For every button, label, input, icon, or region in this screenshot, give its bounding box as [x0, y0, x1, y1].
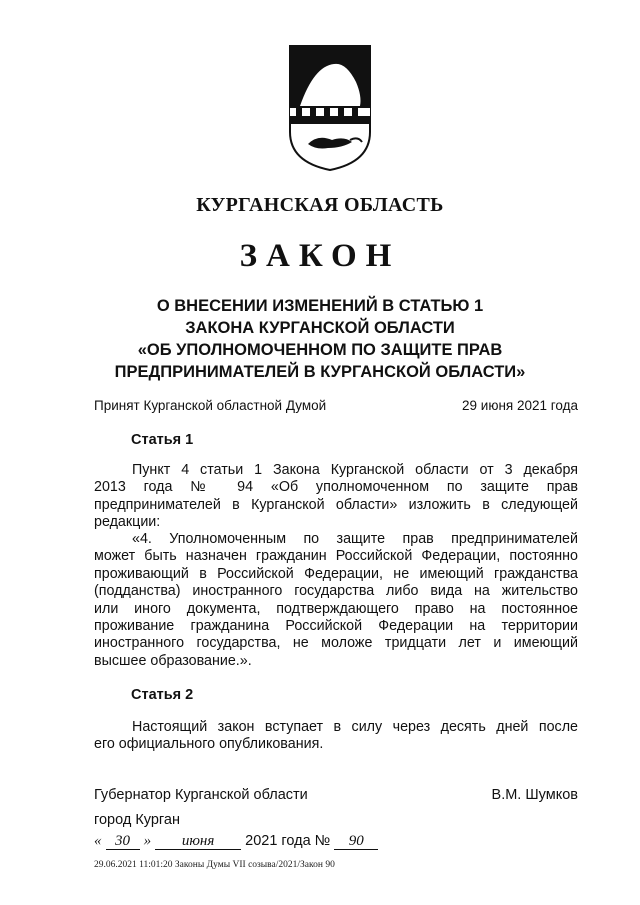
text-line: или иного документа, подтверждающего право на постоянное	[94, 600, 578, 617]
signature-line	[94, 787, 578, 803]
city: город Курган	[94, 812, 180, 828]
region-heading: КУРГАНСКАЯ ОБЛАСТЬ	[196, 194, 444, 216]
text-line: «4. Уполномоченным по защите прав предпринимателей	[132, 531, 578, 547]
text-line: иностранного государства, не моложе тридцати лет и имеющий	[94, 635, 578, 652]
document-type-heading: ЗАКОН	[239, 238, 401, 274]
article-1-paragraph-1	[94, 462, 578, 532]
signing-date-line	[94, 833, 378, 850]
text-line: его официального опубликования.	[94, 736, 324, 753]
coat-of-arms-emblem	[288, 44, 372, 172]
accepted-line	[94, 398, 578, 413]
signatory-name: В.М. Шумков	[491, 787, 578, 803]
signatory-position: Губернатор Курганской области	[94, 787, 308, 803]
article-1-heading: Статья 1	[131, 432, 194, 448]
title-line: ПРЕДПРИНИМАТЕЛЕЙ В КУРГАНСКОЙ ОБЛАСТИ»	[114, 363, 526, 381]
text-line: Пункт 4 статьи 1 Закона Курганской области от 3 декабря	[132, 462, 578, 478]
article-2-paragraph	[94, 719, 578, 754]
law-title	[60, 295, 580, 383]
article-2-heading: Статья 2	[131, 687, 194, 703]
handwritten-month: июня	[155, 833, 241, 850]
close-quote: »	[143, 833, 152, 849]
title-line: О ВНЕСЕНИИ ИЗМЕНЕНИЙ В СТАТЬЮ 1	[156, 297, 484, 315]
article-1-paragraph-2	[94, 531, 578, 670]
text-line: предпринимателей в Курганской области» изложить в следующей	[94, 496, 578, 513]
open-quote: «	[94, 833, 102, 849]
accepted-by: Принят Курганской областной Думой	[94, 398, 327, 413]
title-line: ЗАКОНА КУРГАНСКОЙ ОБЛАСТИ	[185, 319, 455, 337]
handwritten-number: 90	[334, 833, 378, 850]
text-line: может быть назначен гражданин Российской Федерации, постоянно	[94, 548, 578, 565]
text-line: редакции:	[94, 514, 161, 531]
text-line: Настоящий закон вступает в силу через десять дней после	[132, 719, 578, 735]
text-line: высшее образование.».	[94, 652, 252, 669]
text-line: (подданства) иностранного государства либо вида на жительство	[94, 583, 578, 600]
handwritten-day: 30	[106, 833, 140, 850]
text-line: проживание гражданина Российской Федерации на территории	[94, 618, 578, 635]
file-path-footer: 29.06.2021 11:01:20 Законы Думы VII созыва/2021/Закон 90	[94, 860, 335, 870]
accepted-date: 29 июня 2021 года	[462, 398, 578, 413]
title-line: «ОБ УПОЛНОМОЧЕННОМ ПО ЗАЩИТЕ ПРАВ	[137, 341, 503, 359]
text-line: проживающий в Российской Федерации, не имеющий гражданства	[94, 565, 578, 582]
text-line: 2013 года № 94 «Об уполномоченном по защите прав	[94, 479, 578, 496]
year-number-label: 2021 года №	[245, 833, 331, 849]
